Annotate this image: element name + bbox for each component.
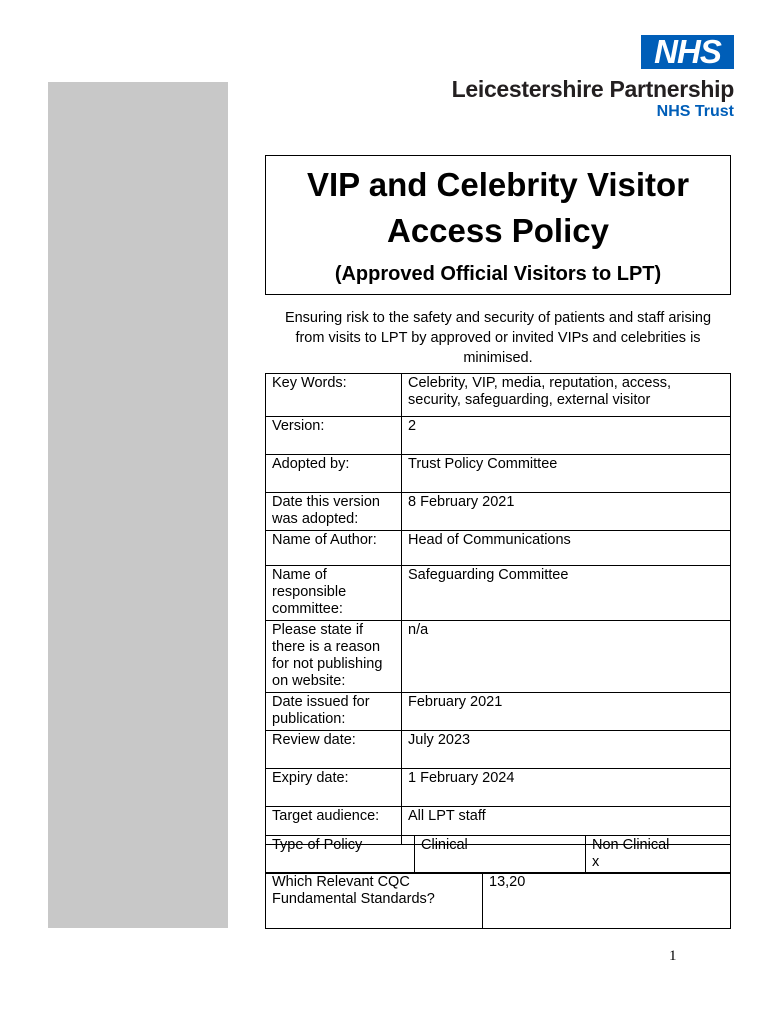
table-row xyxy=(266,873,731,929)
document-title-line1: VIP and Celebrity Visitor xyxy=(306,166,690,203)
table-row xyxy=(266,493,731,531)
nhs-logo: NHS xyxy=(641,35,734,69)
org-name: Leicestershire Partnership xyxy=(451,76,734,102)
clinical-option: Clinical xyxy=(415,836,586,874)
purpose-statement: Ensuring risk to the safety and security of patients and staff arising from visits to LPT by approved or invited VIPs and celebrities is minimised. xyxy=(284,310,712,366)
page-number: 1 xyxy=(669,948,677,964)
row-key: Target audience: xyxy=(266,807,402,845)
row-value: July 2023 xyxy=(402,731,731,769)
row-key: Date this version was adopted: xyxy=(266,493,402,531)
row-key: Key Words: xyxy=(266,374,402,417)
cqc-value: 13,20 xyxy=(483,873,731,929)
row-value: Head of Communications xyxy=(402,531,731,566)
policy-type-table xyxy=(265,835,731,874)
row-value: Trust Policy Committee xyxy=(402,455,731,493)
non-clinical-mark: x xyxy=(592,854,600,870)
row-key: Version: xyxy=(266,417,402,455)
table-row xyxy=(266,731,731,769)
document-subtitle: (Approved Official Visitors to LPT) xyxy=(334,263,662,285)
table-row xyxy=(266,769,731,807)
row-value: n/a xyxy=(402,621,731,693)
table-row xyxy=(266,836,731,874)
row-value: Celebrity, VIP, media, reputation, access, security, safeguarding, external visitor xyxy=(402,374,731,417)
policy-type-label: Type of Policy xyxy=(266,836,415,874)
row-key: Adopted by: xyxy=(266,455,402,493)
row-key: Please state if there is a reason for not publishing on website: xyxy=(266,621,402,693)
title-box xyxy=(265,155,731,295)
cqc-standards-table xyxy=(265,872,731,929)
document-title-line2: Access Policy xyxy=(387,212,609,249)
row-value: February 2021 xyxy=(402,693,731,731)
non-clinical-label: Non Clinical xyxy=(592,837,670,853)
row-key: Expiry date: xyxy=(266,769,402,807)
row-value: All LPT staff xyxy=(402,807,731,845)
row-value: 2 xyxy=(402,417,731,455)
table-row xyxy=(266,531,731,566)
cqc-label: Which Relevant CQC Fundamental Standards? xyxy=(266,873,483,929)
table-row xyxy=(266,417,731,455)
table-row xyxy=(266,566,731,621)
row-key: Review date: xyxy=(266,731,402,769)
row-key: Date issued for publication: xyxy=(266,693,402,731)
table-row xyxy=(266,374,731,417)
row-key: Name of Author: xyxy=(266,531,402,566)
table-row xyxy=(266,455,731,493)
org-subtitle: NHS Trust xyxy=(656,103,734,120)
row-value: 1 February 2024 xyxy=(402,769,731,807)
non-clinical-option xyxy=(586,836,731,874)
row-value: Safeguarding Committee xyxy=(402,566,731,621)
row-value: 8 February 2021 xyxy=(402,493,731,531)
row-key: Name of responsible committee: xyxy=(266,566,402,621)
policy-metadata-table xyxy=(265,373,731,845)
table-row xyxy=(266,693,731,731)
table-row xyxy=(266,621,731,693)
grey-sidebar xyxy=(48,82,228,928)
